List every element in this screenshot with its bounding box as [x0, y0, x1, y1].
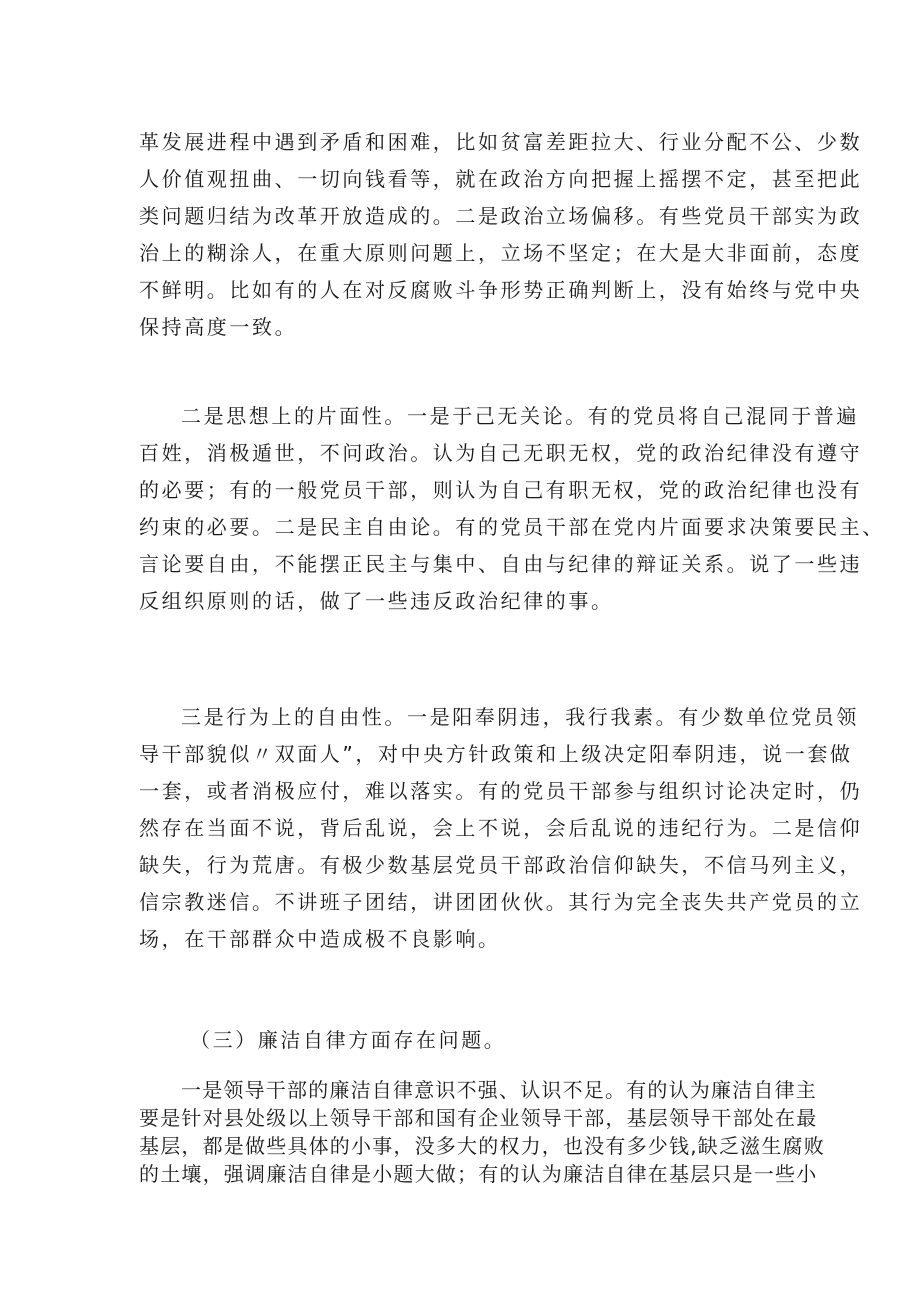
paragraph-political-direction [139, 124, 863, 346]
text-line: 革发展进程中遇到矛盾和困难，比如贫富差距拉大、行业分配不公、少数 [139, 130, 863, 154]
text-line: 一是领导干部的廉洁自律意识不强、认识不足。有的认为廉洁自律主 [181, 1078, 817, 1102]
text-line: 导干部貌似〃双面人”，对中央方针政策和上级决定阳奉阴违，说一套做 [139, 742, 853, 766]
section-heading: （三）廉洁自律方面存在问题。 [190, 1028, 507, 1052]
text-line: 二是思想上的片面性。一是于己无关论。有的党员将自己混同于普遍 [181, 404, 859, 428]
paragraph-integrity-awareness [139, 1076, 825, 1188]
text-line: 约束的必要。二是民主自由论。有的党员干部在党内片面要求决策要民主、 [139, 515, 885, 539]
paragraph-behavior-liberalism [139, 699, 863, 958]
text-line: 的必要；有的一般党员干部，则认为自己有职无权，党的政治纪律也没有 [139, 478, 863, 502]
text-line: 然存在当面不说，背后乱说，会上不说，会后乱说的违纪行为。二是信仰 [139, 816, 863, 840]
text-line: 基层，都是做些具体的小事，没多大的权力，也没有多少钱,缺乏滋生腐败 [139, 1134, 825, 1158]
text-line: 要是针对县处级以上领导干部和国有企业领导干部，基层领导干部处在最 [139, 1106, 818, 1130]
text-line: 类问题归结为改革开放造成的。二是政治立场偏移。有些党员干部实为政 [139, 204, 863, 228]
paragraph-thought-one-sidedness [139, 398, 885, 620]
text-line: 治上的糊涂人，在重大原则问题上，立场不坚定；在大是大非面前，态度 [139, 241, 863, 265]
text-line: 一套，或者消极应付，难以落实。有的党员干部参与组织讨论决定时，仍 [139, 779, 863, 803]
text-line: 保持高度一致。 [139, 315, 298, 339]
text-line: 不鲜明。比如有的人在对反腐败斗争形势正确判断上，没有始终与党中央 [139, 278, 863, 302]
text-line: 场，在干部群众中造成极不良影响。 [139, 927, 501, 951]
text-line: 反组织原则的话，做了一些违反政治纪律的事。 [139, 589, 614, 613]
text-line: 缺失，行为荒唐。有极少数基层党员干部政治信仰缺失，不信马列主义， [139, 853, 863, 877]
text-line: 信宗教迷信。不讲班子团结，讲团团伙伙。其行为完全丧失共产党员的立 [139, 890, 863, 914]
text-line: 言论要自由，不能摆正民主与集中、自由与纪律的辩证关系。说了一些违 [139, 552, 863, 576]
text-line: 的土壤，强调廉洁自律是小题大做；有的认为廉洁自律在基层只是一些小 [139, 1162, 818, 1186]
text-line: 三是行为上的自由性。一是阳奉阴违，我行我素。有少数单位党员领 [181, 705, 859, 729]
text-line: 百姓，消极遁世，不问政治。认为自己无职无权，党的政治纪律没有遵守 [139, 441, 863, 465]
text-line: 人价值观扭曲、一切向钱看等，就在政治方向把握上摇摆不定，甚至把此 [139, 167, 863, 191]
